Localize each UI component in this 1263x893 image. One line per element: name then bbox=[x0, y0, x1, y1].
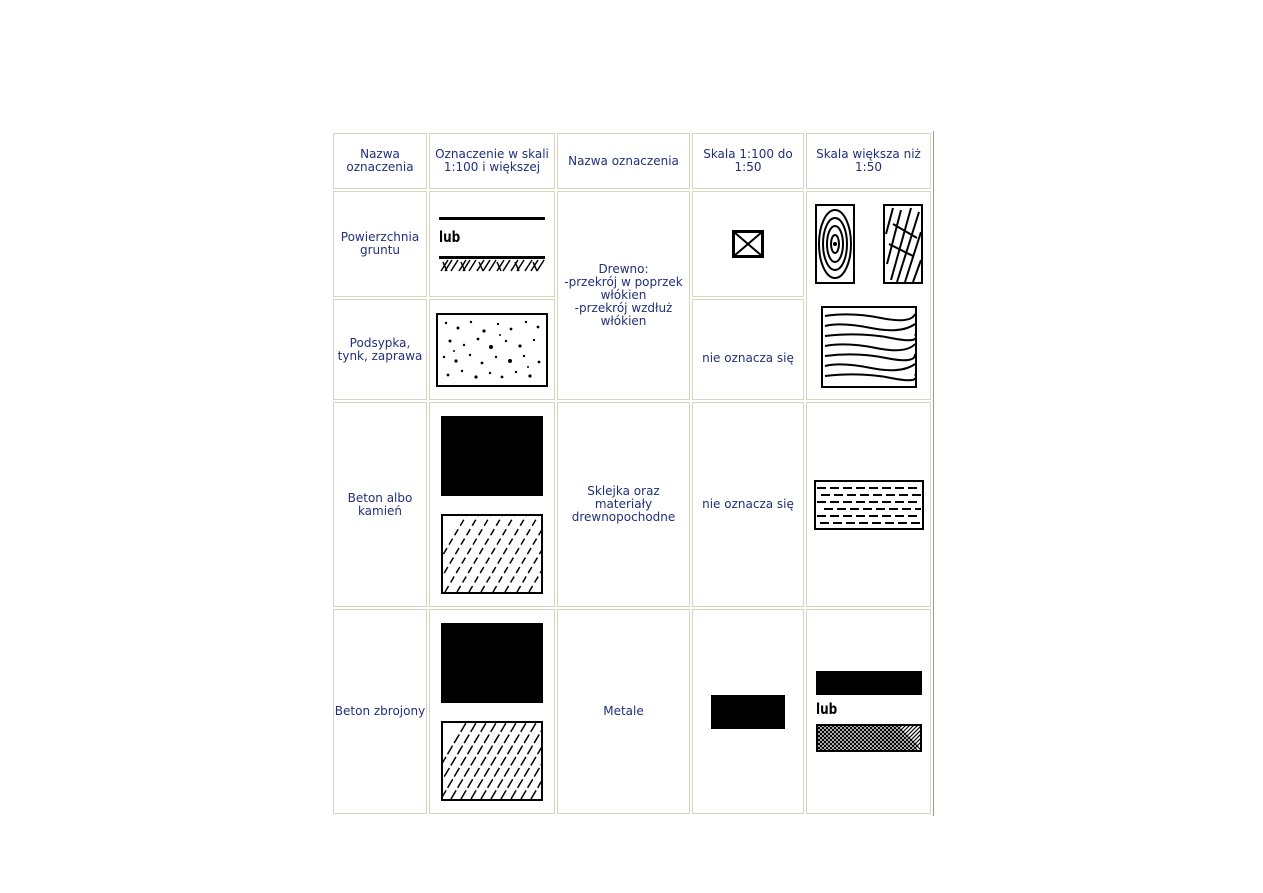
wood-crosscut-symbol bbox=[815, 204, 855, 284]
metal-large-cell bbox=[806, 609, 931, 814]
wood-large-cell bbox=[806, 191, 931, 400]
metal-crosshatch-symbol bbox=[816, 724, 922, 752]
table-row bbox=[333, 609, 931, 814]
reinforced-hatch-symbol bbox=[441, 721, 543, 801]
or-label: lub bbox=[439, 227, 461, 246]
bedding-dots-symbol bbox=[436, 313, 548, 387]
metal-small-cell bbox=[692, 609, 804, 814]
header-row bbox=[333, 133, 931, 189]
plywood-small-note: nie oznacza się bbox=[692, 402, 804, 607]
or-label: lub bbox=[815, 700, 837, 718]
material-metal: Metale bbox=[557, 609, 690, 814]
header-name: Nazwa oznaczenia bbox=[333, 133, 427, 189]
row-name-reinforced: Beton zbrojony bbox=[333, 609, 427, 814]
symbol-bedding-cell bbox=[429, 299, 555, 400]
material-wood-label: Drewno: -przekrój w poprzek włókien -przekrój wzdłuż włókien bbox=[564, 262, 683, 328]
material-wood bbox=[557, 191, 690, 400]
concrete-solid-symbol bbox=[441, 416, 543, 496]
row-name-concrete: Beton albo kamień bbox=[333, 402, 427, 607]
plywood-large-cell bbox=[806, 402, 931, 607]
metal-bar-symbol bbox=[816, 671, 922, 695]
header-scale-small: Skala 1:100 do 1:50 bbox=[692, 133, 804, 189]
symbol-reinforced-cell bbox=[429, 609, 555, 814]
ground-hatch-symbol bbox=[439, 256, 545, 272]
symbol-concrete-cell bbox=[429, 402, 555, 607]
wood-longcut-symbol bbox=[883, 204, 923, 284]
wood-cross-symbol bbox=[732, 230, 764, 258]
stone-hatch-symbol bbox=[441, 514, 543, 594]
symbol-ground-cell bbox=[429, 191, 555, 297]
plywood-symbol bbox=[814, 480, 924, 530]
reinforced-solid-symbol bbox=[441, 623, 543, 703]
metal-solid-symbol bbox=[711, 695, 785, 729]
wood-small-note: nie oznacza się bbox=[692, 299, 804, 400]
wood-grain-symbol bbox=[821, 306, 917, 388]
material-plywood: Sklejka oraz materiały drewnopochodne bbox=[557, 402, 690, 607]
ground-line-symbol bbox=[439, 217, 545, 221]
row-name-bedding: Podsypka, tynk, zaprawa bbox=[333, 299, 427, 400]
header-name2: Nazwa oznaczenia bbox=[557, 133, 690, 189]
header-symbol: Oznaczenie w skali 1:100 i większej bbox=[429, 133, 555, 189]
row-name-ground: Powierzchnia gruntu bbox=[333, 191, 427, 297]
legend-table bbox=[331, 131, 934, 816]
header-scale-large: Skala większa niż 1:50 bbox=[806, 133, 931, 189]
table-row bbox=[333, 191, 931, 297]
wood-small-cell bbox=[692, 191, 804, 297]
table-row bbox=[333, 402, 931, 607]
